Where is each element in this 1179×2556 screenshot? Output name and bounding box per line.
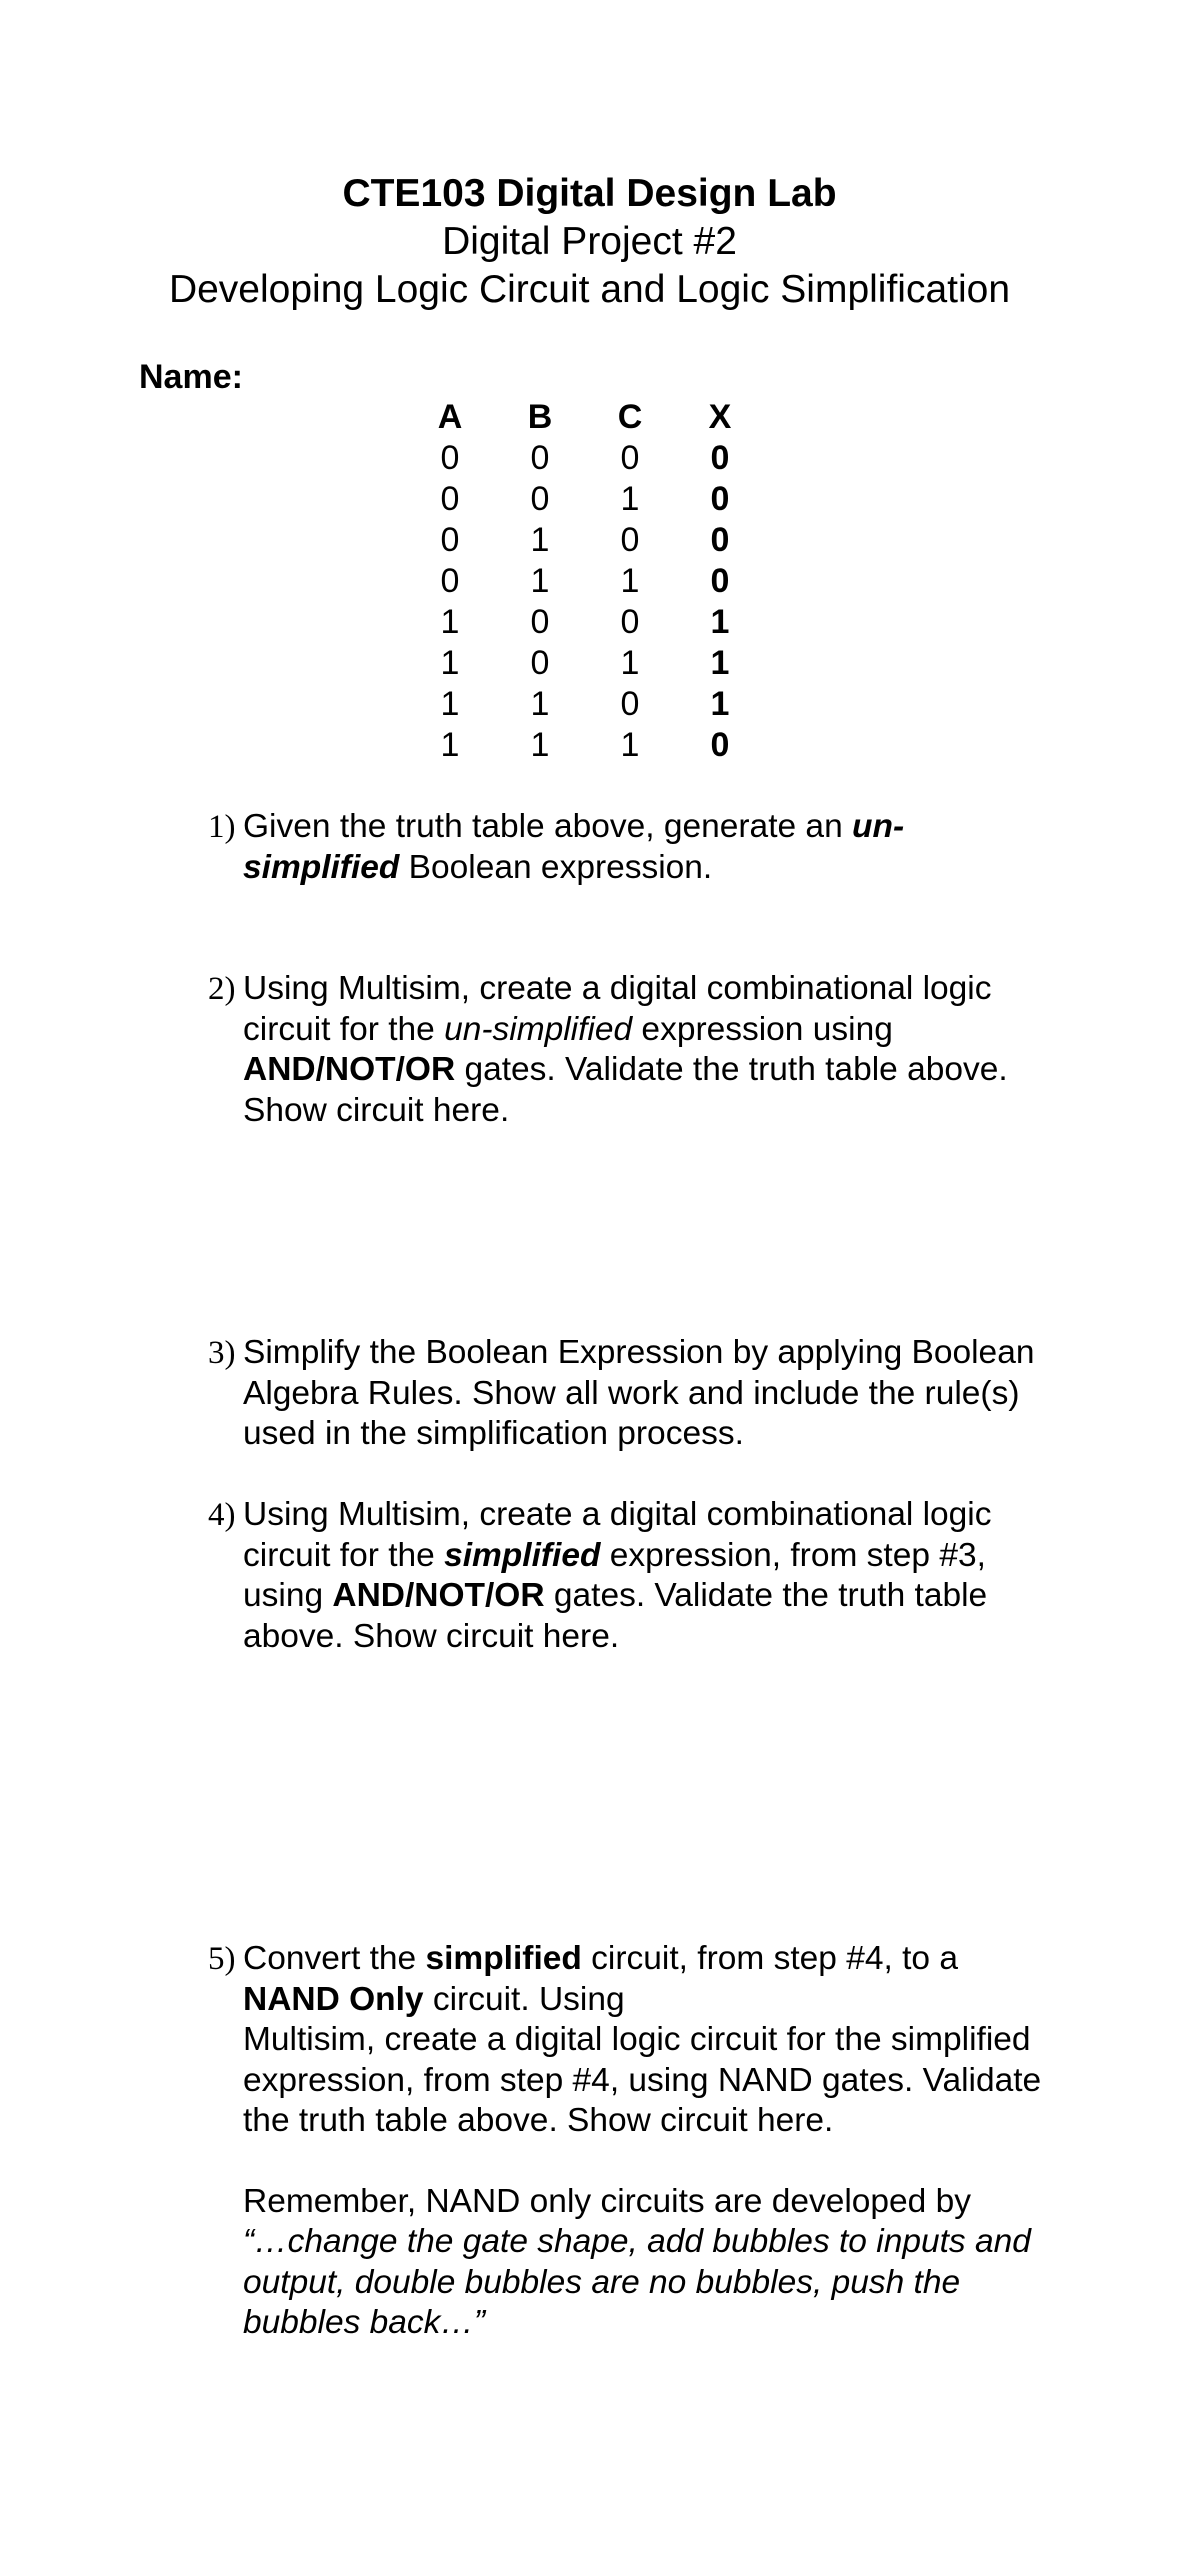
cell-x: 0 — [710, 521, 730, 559]
question-text — [243, 1939, 1058, 2344]
cell-x: 0 — [710, 562, 730, 600]
question-1 — [208, 807, 1058, 888]
table-row — [405, 643, 765, 684]
question-number: 5) — [208, 1941, 236, 1977]
cell-x: 0 — [710, 726, 730, 764]
cell-c: 1 — [620, 726, 640, 764]
cell-c: 1 — [620, 644, 640, 682]
table-row — [405, 479, 765, 520]
cell-b: 1 — [530, 521, 550, 559]
cell-a: 0 — [440, 439, 460, 477]
question-5-quote: “…change the gate shape, add bubbles to inputs and output, double bubbles are no bubbles, push the bubbles back…” — [243, 2223, 1031, 2341]
question-text: Using Multisim, create a digital combinational logic circuit for the simplified expression, from step #3, using AND/NOT/OR gates. Validate the truth table above. Show circuit here. — [243, 1496, 992, 1655]
question-5 — [208, 1939, 1058, 2344]
cell-c: 1 — [620, 562, 640, 600]
question-5-line-2: NAND Only circuit. Using — [243, 1980, 625, 2018]
question-5-reminder: Remember, NAND only circuits are developed by — [243, 2182, 972, 2220]
question-number: 3) — [208, 1335, 236, 1371]
table-row — [405, 684, 765, 725]
cell-c: 0 — [620, 521, 640, 559]
cell-a: 1 — [440, 603, 460, 641]
title-block — [0, 170, 1179, 314]
cell-a: 1 — [440, 644, 460, 682]
header-cell-x: X — [708, 398, 732, 436]
question-text: Simplify the Boolean Expression by applying Boolean Algebra Rules. Show all work and include the rule(s) used in the simplification process. — [243, 1334, 1035, 1452]
table-row — [405, 725, 765, 766]
cell-b: 0 — [530, 644, 550, 682]
question-5-instructions: Multisim, create a digital logic circuit for the simplified expression, from step #4, using NAND gates. Validate the truth table above. Show circuit here. — [243, 2021, 1042, 2139]
question-5-line-1: Convert the simplified circuit, from step #4, to a — [243, 1940, 958, 1977]
cell-b: 0 — [530, 439, 550, 477]
table-row — [405, 520, 765, 561]
header-cell-c: C — [617, 398, 643, 436]
cell-a: 1 — [440, 685, 460, 723]
cell-a: 0 — [440, 521, 460, 559]
cell-b: 0 — [530, 480, 550, 518]
truth-table — [405, 397, 765, 766]
cell-x: 0 — [710, 439, 730, 477]
cell-b: 0 — [530, 603, 550, 641]
cell-x: 1 — [710, 685, 730, 723]
question-number: 4) — [208, 1497, 236, 1533]
cell-b: 1 — [530, 562, 550, 600]
project-subtitle: Developing Logic Circuit and Logic Simplification — [168, 268, 1011, 311]
question-number: 1) — [208, 809, 236, 845]
question-4 — [208, 1495, 1058, 1657]
truth-table-header-row — [405, 397, 765, 438]
cell-a: 0 — [440, 562, 460, 600]
question-2 — [208, 969, 1058, 1131]
cell-c: 0 — [620, 685, 640, 723]
paragraph-gap — [243, 2142, 1058, 2182]
course-title: CTE103 Digital Design Lab — [342, 172, 837, 215]
project-title: Digital Project #2 — [442, 220, 737, 263]
cell-x: 0 — [710, 480, 730, 518]
cell-b: 1 — [530, 685, 550, 723]
header-cell-b: B — [527, 398, 553, 436]
question-text: Given the truth table above, generate an un-simplified Boolean expression. — [243, 808, 905, 886]
question-3 — [208, 1333, 1058, 1455]
cell-c: 1 — [620, 480, 640, 518]
question-number: 2) — [208, 971, 236, 1007]
table-row — [405, 438, 765, 479]
cell-a: 1 — [440, 726, 460, 764]
table-row — [405, 602, 765, 643]
cell-a: 0 — [440, 480, 460, 518]
cell-x: 1 — [710, 644, 730, 682]
table-row — [405, 561, 765, 602]
name-label: Name: — [139, 358, 243, 396]
cell-c: 0 — [620, 439, 640, 477]
cell-b: 1 — [530, 726, 550, 764]
header-cell-a: A — [437, 398, 463, 436]
cell-x: 1 — [710, 603, 730, 641]
question-text: Using Multisim, create a digital combinational logic circuit for the un-simplified expression using AND/NOT/OR gates. Validate the truth table above. Show circuit here. — [243, 970, 1008, 1129]
cell-c: 0 — [620, 603, 640, 641]
